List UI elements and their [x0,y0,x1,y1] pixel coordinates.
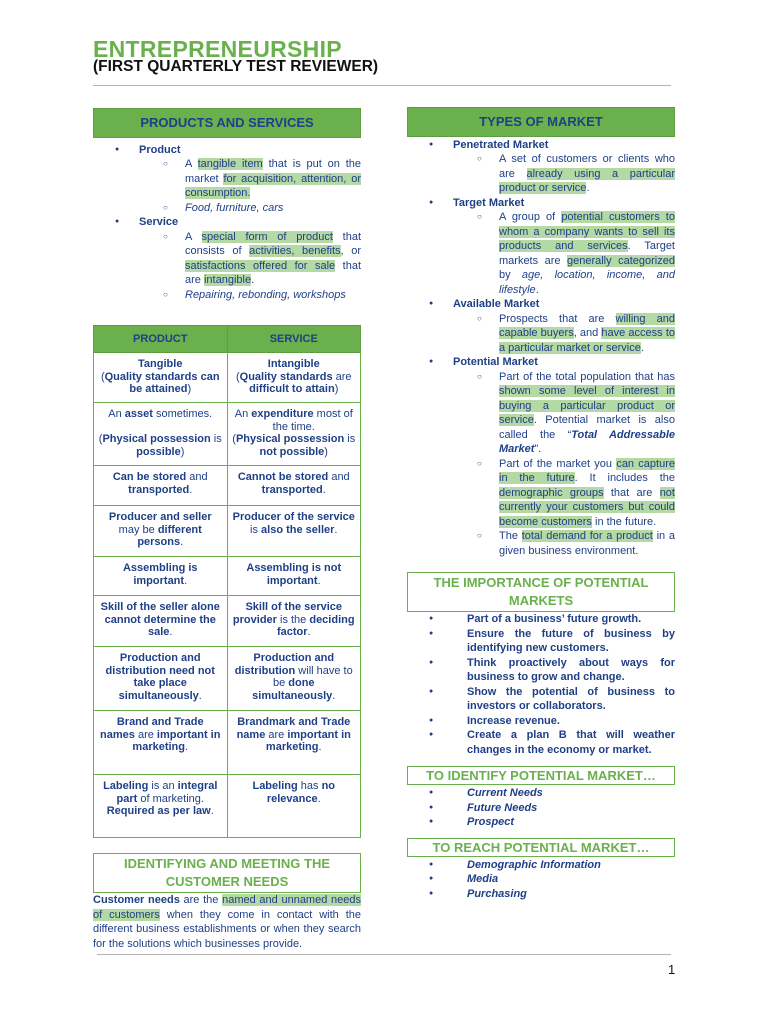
text-run: . [322,483,326,496]
text-run: is [250,523,262,536]
text-run: A group of [499,211,562,223]
table-cell-service [227,466,361,506]
text-run: ) [180,445,185,458]
text-run: , or [340,245,361,257]
text-run: is the [276,613,310,626]
text-run: . [189,483,193,496]
text-run: named and unnamed needs of customers [93,894,361,921]
text-run: sometimes. [152,408,213,420]
text-run: and [186,471,208,483]
text-run: willing and capable buyers [499,312,675,339]
text-run: can capture in the future [499,457,675,484]
text-run: of marketing. [137,792,204,805]
text-run: ( [100,370,105,383]
customer-needs-heading: IDENTIFYING AND MEETING THE CUSTOMER NEEDS [93,853,361,893]
text-run: . Potential market is also called the “ [499,414,675,441]
text-run: ( [98,433,103,445]
importance-list [407,612,675,757]
text-run: deciding factor [276,613,355,638]
importance-item: ● Ensure the future of business by identifying new customers. [407,627,675,656]
text-run: integral part [116,780,218,805]
text-run: . Target markets are [499,240,675,267]
text-run: that are [185,259,362,286]
text-run: Part of the market you [499,457,617,470]
left-column [93,108,361,951]
text-run: Production and distribution need not take place simultaneously [105,652,215,702]
text-run: ) [187,383,192,395]
text-run: will have to be [272,664,353,689]
table-cell-product [94,711,228,775]
importance-item: ● Part of a business’ future growth. [407,612,675,627]
text-run: when they come in contact with the different business establishments or when they search for the solutions which businesses provide. [93,908,361,950]
text-run: . [334,523,338,536]
text-run: A set of customers or clients who are [499,153,675,180]
table-cell-product [94,596,228,647]
text-run: generally categorized [566,254,675,267]
text-run: important in marketing [265,728,351,753]
text-run: ) [334,383,339,395]
text-run: potential customers to whom a company wants to sell its products and services [499,211,675,252]
identify-heading: TO IDENTIFY POTENTIAL MARKET… [407,766,675,785]
market-type-item: ● Potential Market [407,355,675,370]
text-run: . [535,283,539,296]
text-run: Can be stored [112,471,187,483]
market-type-item: ● Penetrated Market [407,138,675,153]
text-run: . [210,805,214,817]
identify-list [407,786,675,830]
text-run: Customer needs [93,894,180,906]
reach-heading: TO REACH POTENTIAL MARKET… [407,838,675,857]
text-run: Quality standards [239,370,333,383]
products-services-list [93,143,361,303]
text-run: Assembling is important [122,562,198,587]
table-cell-service [227,557,361,596]
market-types-list [407,138,675,559]
text-run: intangible [203,274,252,286]
text-run: activities, benefits [249,245,341,257]
text-run: tangible item [197,158,263,170]
text-run: Tangible [138,358,183,370]
text-run: ( [232,433,236,445]
text-run: expenditure [251,408,314,420]
identify-item: ● Prospect [407,815,675,830]
text-run: , and [573,327,602,339]
text-run: is [210,433,222,445]
text-run: The [499,530,522,542]
text-run: ( [235,370,240,383]
table-body [94,353,361,838]
text-run: that are [603,486,660,499]
table-row [94,466,361,506]
table-cell-product [94,353,228,403]
text-run: . [317,792,321,805]
text-run: total demand for a product [521,530,653,542]
text-run: Intangible [267,358,320,370]
text-run: have access to a particular market or service [499,327,675,354]
text-run: Total Addressable Market [499,428,676,455]
service-bullet: ● Service [93,215,361,230]
text-run: Production and distribution [234,652,335,677]
text-run: are the [179,894,223,906]
text-run: demographic groups [499,486,604,499]
text-run: in a given business environment. [499,530,675,557]
table-header-service: SERVICE [227,326,361,353]
service-definition [93,230,361,288]
text-run: Quality standards can be attained [104,370,220,395]
footer-divider [97,954,671,955]
document-subtitle: (FIRST QUARTERLY TEST REVIEWER) [93,58,379,75]
importance-item: ● Show the potential of business to investors or collaborators. [407,685,675,714]
customer-needs-paragraph [93,893,361,951]
market-type-description [407,370,675,457]
text-run: transported [128,483,190,496]
header-divider [93,85,671,86]
reach-item: ● Media [407,872,675,887]
text-run: Physical possession [102,433,211,445]
market-type-description [407,457,675,530]
text-run: is [344,433,356,445]
text-run: Part of the total population that has [499,370,675,383]
table-row [94,506,361,557]
text-run: are [265,728,288,741]
text-run: . [586,182,590,194]
text-run: no relevance [266,780,336,805]
table-cell-product [94,557,228,596]
table-row [94,647,361,711]
market-type-item: ● Available Market [407,297,675,312]
text-run: Labeling [103,780,149,792]
product-service-table [93,325,361,838]
text-run: Assembling is not important [246,562,342,587]
text-run: Brand and Trade names [100,716,204,741]
text-run: . [185,741,189,753]
text-run: . [307,626,311,638]
products-services-heading: PRODUCTS AND SERVICES [93,108,361,138]
table-cell-product [94,647,228,711]
table-cell-service [227,775,361,838]
table-cell-service [227,506,361,557]
text-run: and [328,471,350,483]
text-run: . [640,341,644,354]
text-run: . [169,626,173,638]
text-run: has [297,780,322,792]
text-run: Labeling [252,780,298,792]
text-run: that is put on the market [185,158,362,185]
text-run: done simultaneously [252,677,333,702]
text-run: . [184,574,188,587]
text-run: transported [261,483,323,496]
text-run: A [185,230,202,243]
table-cell-service [227,711,361,775]
text-run: special form of product [201,230,333,243]
text-run: An [108,408,125,420]
document-title: ENTREPRENEURSHIP [93,36,342,62]
reach-item: ● Purchasing [407,887,675,902]
table-cell-product [94,466,228,506]
market-type-item: ● Target Market [407,196,675,211]
right-column [407,107,675,901]
product-examples: ○ Food, furniture, cars [93,201,361,216]
text-run: important in marketing [132,728,221,753]
text-run: also the seller [261,523,335,536]
identify-item: ● Future Needs [407,801,675,816]
text-run: is an [148,780,178,792]
table-row [94,353,361,403]
importance-item: ● Increase revenue. [407,714,675,729]
table-row [94,775,361,838]
text-run: for acquisition, attention, or consumption. [185,172,361,199]
table-cell-service [227,647,361,711]
text-run: difficult to attain [249,383,335,395]
text-run: as per law [154,805,211,817]
market-type-description [407,210,675,297]
text-run: Skill of the seller alone cannot determine the sale [100,601,220,638]
text-run: Producer and seller [108,511,212,523]
table-row [94,403,361,466]
text-run: not possible [259,445,325,458]
table-header-product: PRODUCT [94,326,228,353]
text-run: Physical possession [235,433,345,445]
product-definition [93,157,361,201]
table-row [94,711,361,775]
importance-heading: THE IMPORTANCE OF POTENTIAL MARKETS [407,572,675,612]
text-run: An [234,408,252,420]
table-row [94,557,361,596]
reach-item: ● Demographic Information [407,858,675,873]
table-cell-product [94,506,228,557]
market-type-description [407,312,675,356]
table-row [94,596,361,647]
text-run: . [317,574,321,587]
service-examples: ○ Repairing, rebonding, workshops [93,288,361,303]
text-run: may be [118,523,158,536]
text-run: age, location, income, and lifestyle [499,269,675,296]
market-type-description [407,529,675,558]
market-type-description [407,152,675,196]
text-run: Producer of the service [232,511,355,523]
text-run: already using a particular product or service [499,167,675,194]
table-cell-service [227,353,361,403]
text-run: . It includes the [574,472,675,484]
text-run: A [185,158,198,170]
reach-list [407,858,675,902]
importance-item: ● Think proactively about ways for business to grow and change. [407,656,675,685]
text-run: . [198,689,202,702]
text-run: . [318,741,322,753]
text-run: Prospects that are [499,312,616,325]
text-run: ) [324,445,328,458]
text-run: satisfactions offered for sale [185,259,336,272]
text-run: . [332,689,336,702]
text-run: that consists of [185,230,361,257]
text-run: Brandmark and Trade name [236,716,351,741]
text-run: Cannot be stored [237,471,329,483]
text-run: are [332,370,352,383]
text-run: in the future. [591,515,657,528]
page-number: 1 [668,962,676,977]
table-cell-product [94,403,228,466]
text-run: asset [124,408,153,420]
text-run: by [499,269,522,281]
text-run: different persons [137,523,202,548]
types-of-market-heading: TYPES OF MARKET [407,107,675,137]
text-run: ”. [534,443,542,455]
text-run: shown some level of interest in buying a particular product or service [499,385,675,426]
text-run: possible [136,445,181,458]
importance-item: ● Create a plan B that will weather changes in the economy or market. [407,728,675,757]
text-run: . [251,274,255,286]
text-run: Required [106,805,155,817]
text-run: most of the time. [272,408,353,433]
identify-item: ● Current Needs [407,786,675,801]
table-cell-product [94,775,228,838]
table-cell-service [227,403,361,466]
text-run: Skill of the service provider [232,601,343,626]
text-run: . [180,536,184,548]
product-bullet: ● Product [93,143,361,158]
text-run: not currently your customers but could become customers [499,486,675,528]
table-cell-service [227,596,361,647]
text-run: are [134,728,157,741]
